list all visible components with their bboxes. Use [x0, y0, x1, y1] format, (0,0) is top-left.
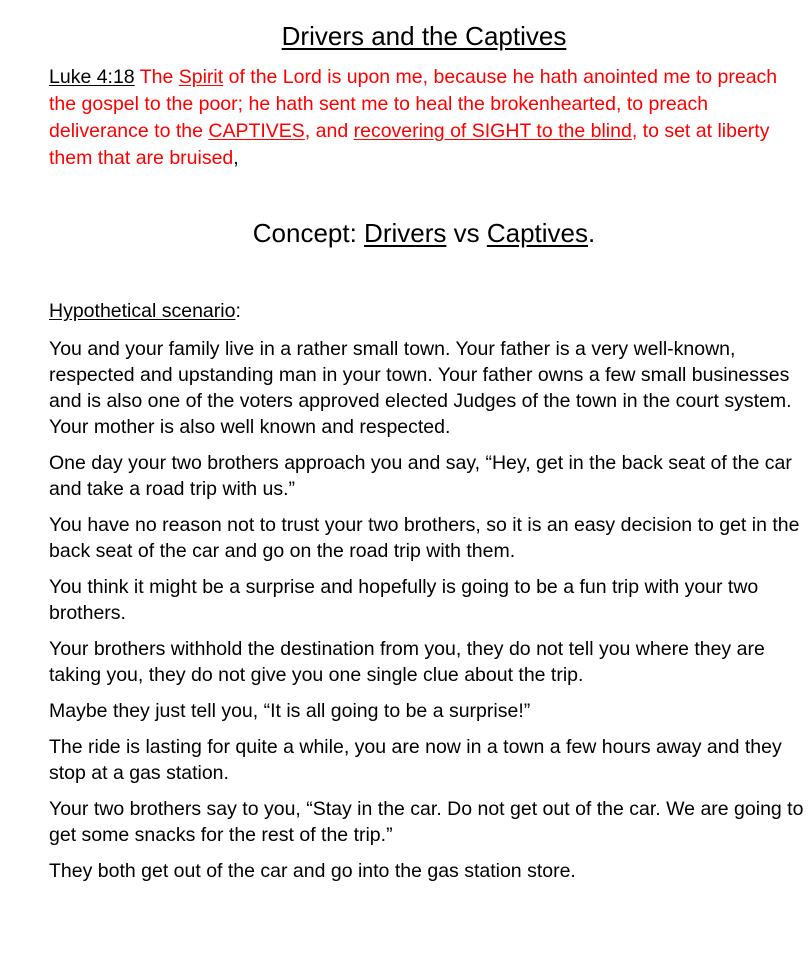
verse-segment-underlined: Spirit: [178, 66, 224, 88]
scenario-paragraph: Maybe they just tell you, “It is all going to be a surprise!”: [49, 700, 531, 722]
verse-segment-underlined: CAPTIVES: [208, 120, 305, 142]
concept-heading: [0, 216, 808, 250]
concept-vs: vs: [446, 218, 487, 248]
scenario-heading: [49, 298, 241, 325]
verse-segment: of the Lord is upon me, because he hath anointed me to preach the gospel to the poor; he hath sent me to heal the brokenhearted, to preach deliverance to the: [49, 66, 778, 142]
verse-segment: , and: [304, 120, 354, 142]
verse-segment-underlined: recovering of SIGHT to the blind: [353, 120, 632, 142]
scenario-paragraph: Your brothers withhold the destination from you, they do not tell you where they are taking you, they do not give you one single clue about the trip.: [49, 638, 765, 686]
scenario-heading-text: Hypothetical scenario: [49, 300, 236, 322]
concept-prefix: Concept:: [252, 218, 365, 248]
verse-segment: , to set at liberty them that are bruised: [49, 120, 770, 169]
scenario-body: [49, 336, 804, 894]
scenario-paragraph: You and your family live in a rather small town. Your father is a very well-known, respected and upstanding man in your town. Your father owns a few small businesses and is also one of the voters approved elected Judges of the town in the court system. Your mother is also well known and respected.: [49, 338, 792, 438]
scenario-paragraph: The ride is lasting for quite a while, you are now in a town a few hours away and they stop at a gas station.: [49, 736, 782, 784]
concept-suffix: .: [588, 218, 596, 248]
scenario-paragraph: Your two brothers say to you, “Stay in the car. Do not get out of the car. We are going to get some snacks for the rest of the trip.”: [49, 798, 804, 846]
verse-trailing-comma: ,: [233, 147, 239, 169]
concept-drivers: Drivers: [364, 218, 447, 248]
verse-segment: The: [134, 66, 179, 88]
scripture-verse: [49, 64, 808, 172]
document-title: Drivers and the Captives: [281, 21, 567, 51]
scenario-heading-colon: :: [235, 300, 241, 322]
scenario-paragraph: One day your two brothers approach you and say, “Hey, get in the back seat of the car and take a road trip with us.”: [49, 452, 792, 500]
scenario-paragraph: You think it might be a surprise and hopefully is going to be a fun trip with your two brothers.: [49, 576, 759, 624]
scenario-paragraph: They both get out of the car and go into the gas station store.: [49, 860, 576, 882]
verse-reference: Luke 4:18: [49, 66, 135, 88]
concept-captives: Captives: [486, 218, 588, 248]
scenario-paragraph: You have no reason not to trust your two brothers, so it is an easy decision to get in the back seat of the car and go on the road trip with them.: [49, 514, 800, 562]
